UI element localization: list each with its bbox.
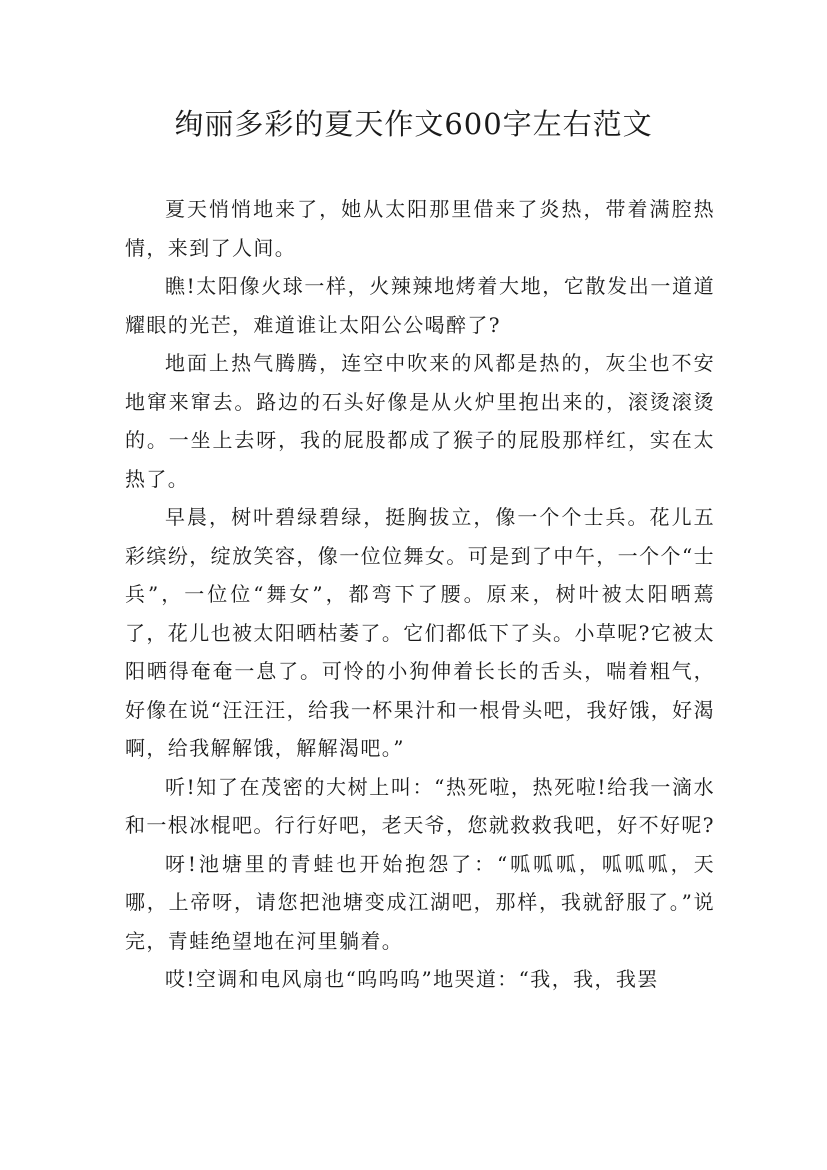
paragraph-3: 地面上热气腾腾，连空中吹来的风都是热的，灰尘也不安地窜来窜去。路边的石头好像是从火炉里抱出来的，滚烫滚烫的。一坐上去呀，我的屁股都成了猴子的屁股那样红，实在太热了。 bbox=[125, 351, 715, 491]
paragraph-4: 早晨，树叶碧绿碧绿，挺胸拔立，像一个个士兵。花儿五彩缤纷，绽放笑容，像一位位舞女。可是到了中午，一个个“士兵”，一位位“舞女”，都弯下了腰。原来，树叶被太阳晒蔫了，花儿也被太阳晒枯萎了。它们都低下了头。小草呢?它被太阳晒得奄奄一息了。可怜的小狗伸着长长的舌头，喘着粗气，好像在说“汪汪汪，给我一杯果汁和一根骨头吧，我好饿，好渴啊，给我解解饿，解解渴吧。” bbox=[125, 505, 715, 760]
document-body bbox=[125, 190, 715, 999]
paragraph-6: 呀!池塘里的青蛙也开始抱怨了：“呱呱呱，呱呱呱，天哪，上帝呀，请您把池塘变成江湖吧，那样，我就舒服了。”说完，青蛙绝望地在河里躺着。 bbox=[125, 851, 715, 953]
paragraph-5: 听!知了在茂密的大树上叫：“热死啦，热死啦!给我一滴水和一根冰棍吧。行行好吧，老天爷，您就救救我吧，好不好呢? bbox=[125, 774, 715, 837]
paragraph-2: 瞧!太阳像火球一样，火辣辣地烤着大地，它散发出一道道耀眼的光芒，难道谁让太阳公公喝醉了? bbox=[125, 274, 715, 337]
paragraph-1: 夏天悄悄地来了，她从太阳那里借来了炎热，带着满腔热情，来到了人间。 bbox=[125, 197, 715, 260]
document-title: 绚丽多彩的夏天作文600字左右范文 bbox=[174, 107, 653, 141]
paragraph-7: 哎!空调和电风扇也“呜呜呜”地哭道：“我，我，我罢 bbox=[165, 967, 659, 991]
